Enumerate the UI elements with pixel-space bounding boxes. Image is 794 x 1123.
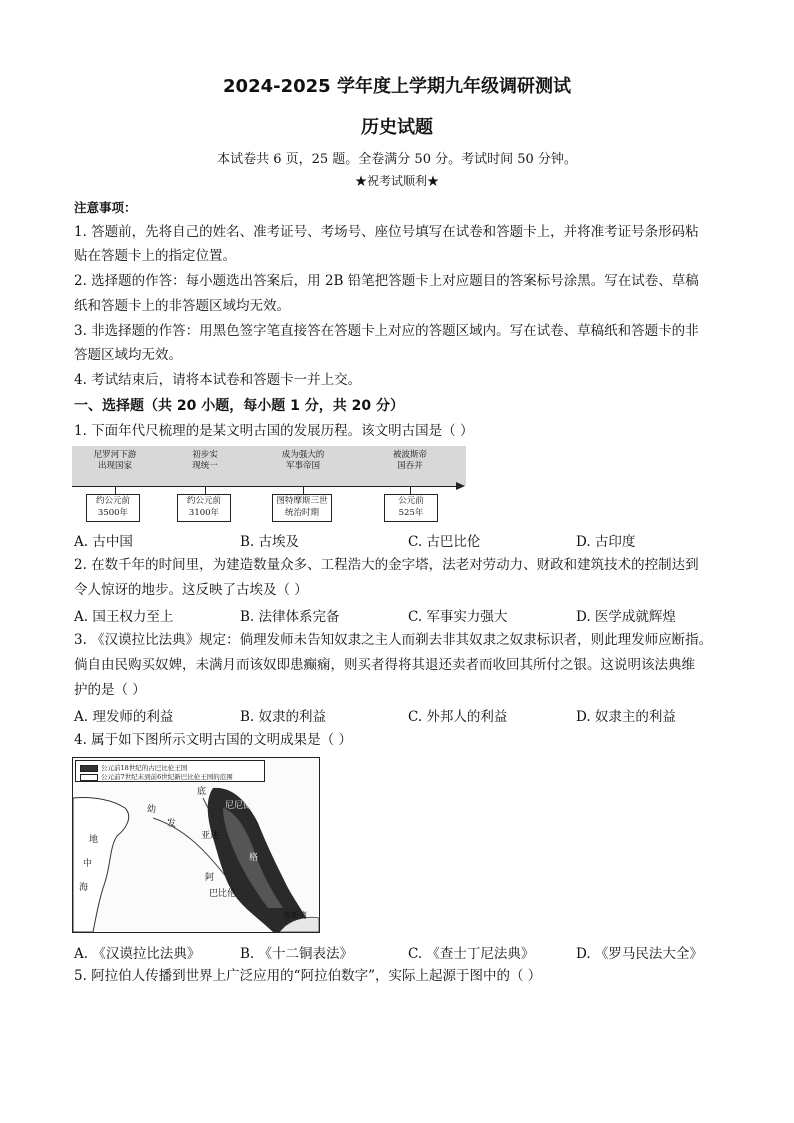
timeline-event: 尼罗河下游 出现国家 <box>93 450 137 471</box>
mediterranean-coast <box>73 797 129 932</box>
map-label: 海 <box>79 883 89 893</box>
map-drawing <box>73 758 319 932</box>
legend-swatch-light <box>80 774 98 781</box>
question-1-option-d[interactable]: D. 古印度 <box>576 534 636 550</box>
timeline-date: 公元前 525年 <box>384 494 438 522</box>
timeline-tick <box>205 486 206 494</box>
map-label: 尼尼微 <box>225 801 253 811</box>
map-label: 地 <box>89 835 99 845</box>
exam-subject: 历史试题 <box>361 117 433 138</box>
map-label: 亚述 <box>201 831 220 841</box>
question-3-option-d[interactable]: D. 奴隶主的利益 <box>576 709 676 725</box>
notice-line: 4. 考试结束后，请将本试卷和答题卡一并上交。 <box>74 372 362 388</box>
notice-line: 纸和答题卡上的非答题区域均无效。 <box>74 298 290 314</box>
exam-info: 本试卷共 6 页，25 题。全卷满分 50 分。考试时间 50 分钟。 <box>217 152 577 167</box>
timeline-tick <box>410 486 411 494</box>
question-1-option-c[interactable]: C. 古巴比伦 <box>408 534 481 550</box>
map-label: 巴比伦 <box>209 889 237 899</box>
exam-title: 2024-2025 学年度上学期九年级调研测试 <box>223 76 571 97</box>
notice-line: 3. 非选择题的作答：用黑色签字笔直接答在答题卡上对应的答题区域内。写在试卷、草稿纸和答题卡的非 <box>74 323 699 339</box>
timeline-date: 约公元前 3100年 <box>177 494 231 522</box>
map-label: 中 <box>83 859 93 869</box>
question-1-stem: 1. 下面年代尺梳理的是某文明古国的发展历程。该文明古国是（ ） <box>74 423 474 439</box>
timeline-tick <box>303 486 304 494</box>
notice-line: 1. 答题前，先将自己的姓名、准考证号、考场号、座位号填写在试卷和答题卡上，并将准考证号条形码粘 <box>74 224 699 240</box>
question-4-option-a[interactable]: A. 《汉谟拉比法典》 <box>74 946 201 962</box>
section-title: 一、选择题（共 20 小题，每小题 1 分，共 20 分） <box>74 398 404 414</box>
legend-item: 公元前18世纪的古巴比伦王国 <box>80 763 187 772</box>
question-2-option-a[interactable]: A. 国王权力至上 <box>74 609 174 625</box>
question-1-option-a[interactable]: A. 古中国 <box>74 534 133 550</box>
question-2-stem: 令人惊讶的地步。这反映了古埃及（ ） <box>74 582 308 598</box>
question-2-option-d[interactable]: D. 医学成就辉煌 <box>576 609 676 625</box>
question-5-stem: 5. 阿拉伯人传播到世界上广泛应用的“阿拉伯数字”，实际上起源于图中的（ ） <box>74 968 542 984</box>
timeline-tick <box>115 486 116 494</box>
map-label: 波斯湾 <box>283 911 307 920</box>
question-4-option-c[interactable]: C. 《查士丁尼法典》 <box>408 946 535 962</box>
map-label: 格 <box>249 853 259 863</box>
question-3-option-c[interactable]: C. 外邦人的利益 <box>408 709 508 725</box>
question-3-stem: 护的是（ ） <box>74 682 146 698</box>
notice-heading: 注意事项： <box>74 200 137 215</box>
arrow-right-icon <box>456 482 465 490</box>
map-label: 幼 <box>147 805 157 815</box>
timeline-event: 被波斯帝 国吞并 <box>392 450 427 471</box>
question-3-stem: 3. 《汉谟拉比法典》规定：倘理发师未告知奴隶之主人而剃去非其奴隶之奴隶标识者，则此理发师应断指。 <box>74 632 713 648</box>
legend-swatch-dark <box>80 765 98 772</box>
timeline-axis <box>72 486 458 487</box>
question-2-option-c[interactable]: C. 军事实力强大 <box>408 609 508 625</box>
notice-line: 答题区域均无效。 <box>74 347 182 363</box>
question-3-option-a[interactable]: A. 理发师的利益 <box>74 709 174 725</box>
question-2-option-b[interactable]: B. 法律体系完备 <box>240 609 340 625</box>
mesopotamia-map <box>72 757 320 933</box>
timeline-figure <box>72 446 466 530</box>
question-4-stem: 4. 属于如下图所示文明古国的文明成果是（ ） <box>74 732 352 748</box>
notice-line: 贴在答题卡上的指定位置。 <box>74 248 236 264</box>
map-label: 发 <box>167 819 177 829</box>
exam-wish: ★祝考试顺利★ <box>354 174 439 188</box>
question-4-option-b[interactable]: B. 《十二铜表法》 <box>240 946 354 962</box>
question-1-option-b[interactable]: B. 古埃及 <box>240 534 300 550</box>
question-3-stem: 倘自由民购买奴婢，未满月而该奴即患癫痫，则买者得将其退还卖者而收回其所付之银。这说明该法典维 <box>74 657 695 673</box>
question-4-option-d[interactable]: D. 《罗马民法大全》 <box>576 946 703 962</box>
timeline-date: 图特摩斯三世 统治时期 <box>272 494 332 522</box>
question-3-option-b[interactable]: B. 奴隶的利益 <box>240 709 327 725</box>
question-2-stem: 2. 在数千年的时间里，为建造数量众多、工程浩大的金字塔，法老对劳动力、财政和建筑技术的控制达到 <box>74 557 699 573</box>
timeline-date: 约公元前 3500年 <box>86 494 140 522</box>
map-label: 阿 <box>205 873 215 883</box>
timeline-event: 初步实 现统一 <box>192 450 218 471</box>
legend-item: 公元前7世纪末到前6世纪新巴比伦王国的范围 <box>80 772 233 781</box>
map-label: 底 <box>197 787 207 797</box>
timeline-event: 成为强大的 军事帝国 <box>281 450 325 471</box>
map-legend <box>75 760 265 782</box>
notice-line: 2. 选择题的作答：每小题选出答案后，用 2B 铅笔把答题卡上对应题目的答案标号涂黑。写在试卷、草稿 <box>74 273 699 289</box>
